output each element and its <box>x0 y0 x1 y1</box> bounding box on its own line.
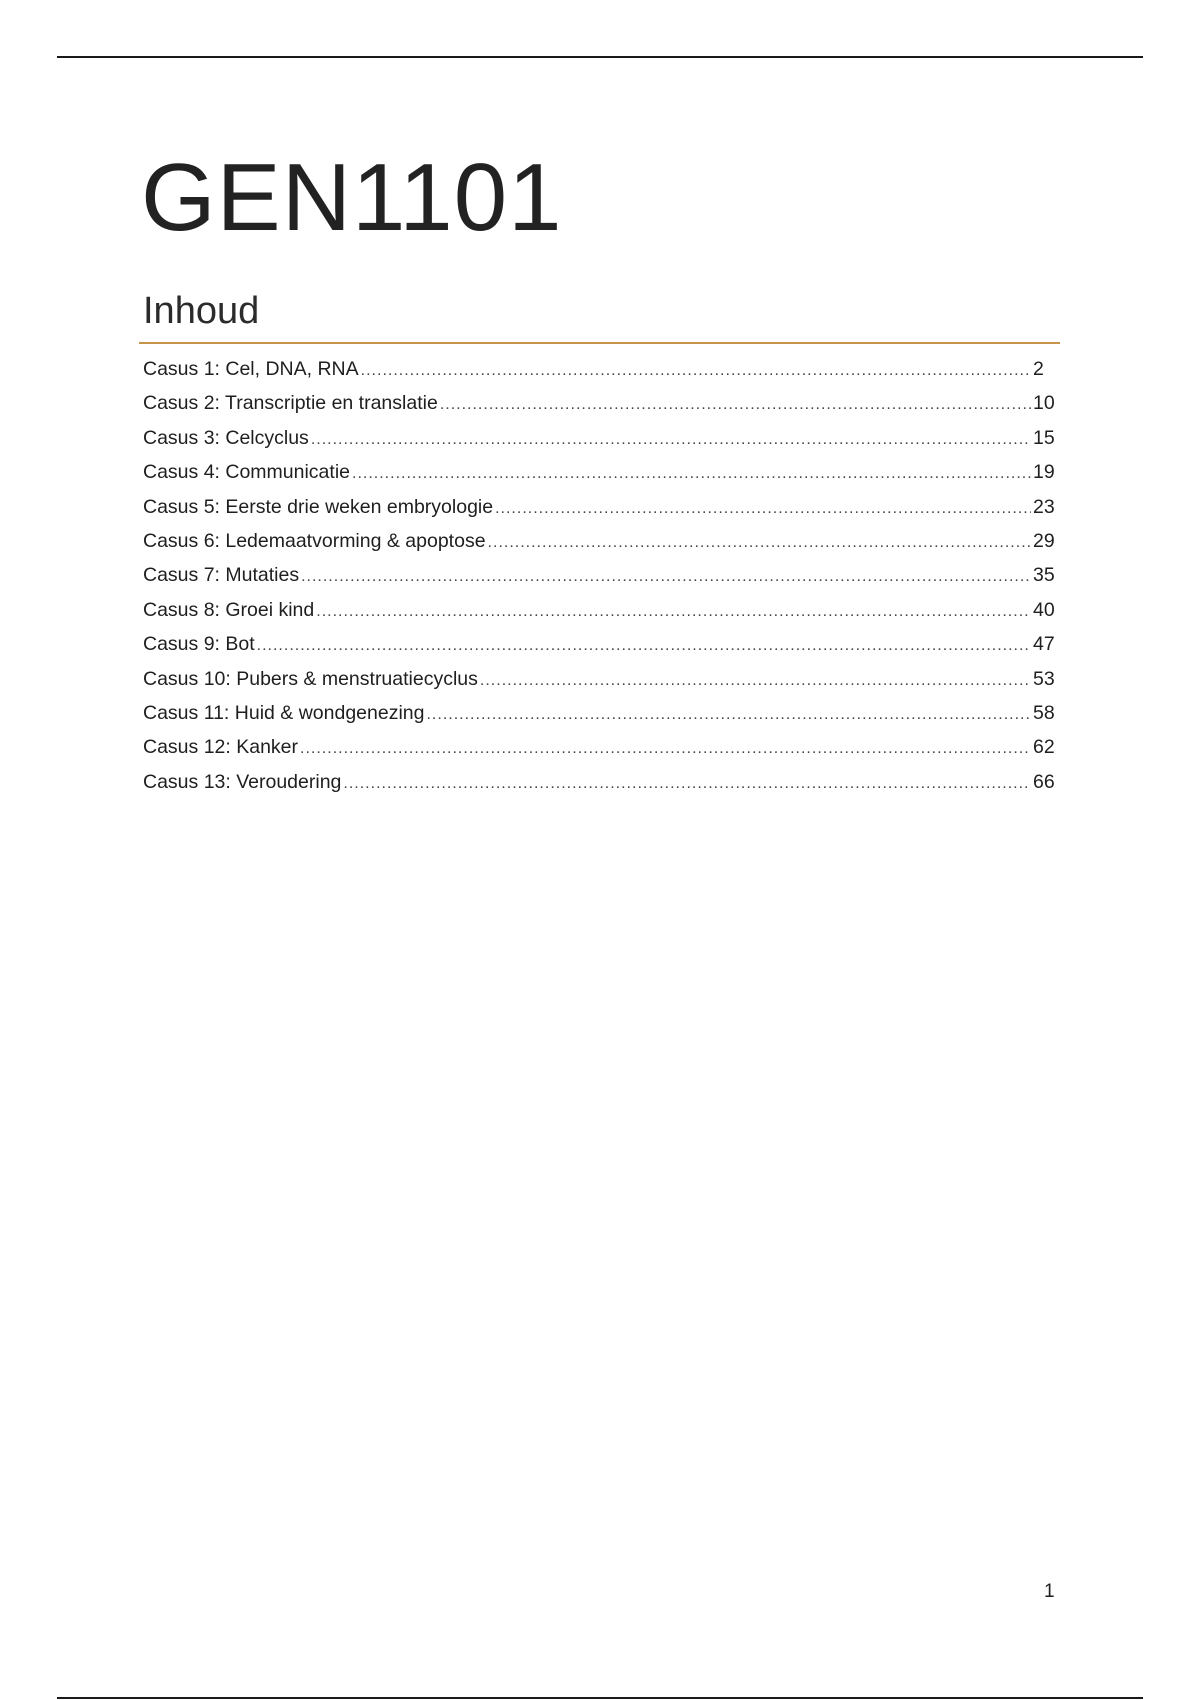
toc-entry-page: 15 <box>1033 426 1055 449</box>
toc-dot-leader <box>440 388 1031 422</box>
table-of-contents <box>143 352 1057 799</box>
toc-entry-title: Casus 8: Groei kind <box>143 598 315 621</box>
toc-entry-title: Casus 2: Transcriptie en translatie <box>143 392 438 415</box>
toc-dot-leader <box>343 767 1031 801</box>
toc-heading: Inhoud <box>143 290 260 332</box>
toc-entry-page: 66 <box>1033 770 1055 793</box>
toc-entry-page: 40 <box>1033 598 1055 621</box>
toc-dot-leader <box>361 354 1031 388</box>
toc-entry-title: Casus 13: Veroudering <box>143 770 342 793</box>
document-title: GEN1101 <box>141 144 563 251</box>
toc-dot-leader <box>301 560 1031 594</box>
toc-entry-page: 53 <box>1033 667 1055 690</box>
bottom-page-rule <box>57 1697 1143 1699</box>
toc-dot-leader <box>495 492 1031 526</box>
toc-entry-title: Casus 7: Mutaties <box>143 564 300 587</box>
toc-entry[interactable] <box>143 524 1057 558</box>
toc-entry[interactable] <box>143 730 1057 764</box>
toc-dot-leader <box>311 423 1031 457</box>
toc-entry-title: Casus 12: Kanker <box>143 736 299 759</box>
top-page-rule <box>57 56 1143 58</box>
toc-entry[interactable] <box>143 558 1057 592</box>
toc-entry-title: Casus 3: Celcyclus <box>143 426 309 449</box>
toc-entry[interactable] <box>143 455 1057 489</box>
toc-entry-title: Casus 5: Eerste drie weken embryologie <box>143 495 494 518</box>
toc-entry-title: Casus 1: Cel, DNA, RNA <box>143 358 359 380</box>
toc-entry-title: Casus 6: Ledemaatvorming & apoptose <box>143 529 486 552</box>
toc-dot-leader <box>480 664 1031 698</box>
toc-entry-title: Casus 9: Bot <box>143 633 255 656</box>
toc-entry-title: Casus 4: Communicatie <box>143 461 350 484</box>
toc-entry-page: 2 <box>1033 358 1044 380</box>
toc-entry[interactable] <box>143 662 1057 696</box>
toc-entry-page: 29 <box>1033 529 1055 552</box>
toc-entry[interactable] <box>143 765 1057 799</box>
toc-entry[interactable] <box>143 421 1057 455</box>
toc-heading-rule <box>139 342 1060 344</box>
toc-entry-page: 58 <box>1033 701 1055 724</box>
toc-entry[interactable] <box>143 593 1057 627</box>
toc-entry-page: 19 <box>1033 461 1055 484</box>
toc-entry-title: Casus 10: Pubers & menstruatiecyclus <box>143 667 478 690</box>
toc-entry-page: 23 <box>1033 495 1055 518</box>
toc-dot-leader <box>426 698 1031 732</box>
toc-entry-title: Casus 11: Huid & wondgenezing <box>143 701 425 724</box>
toc-entry-page: 10 <box>1033 392 1055 415</box>
toc-entry-page: 35 <box>1033 564 1055 587</box>
toc-dot-leader <box>257 629 1031 663</box>
toc-entry[interactable] <box>143 490 1057 524</box>
toc-entry[interactable] <box>143 696 1057 730</box>
toc-entry[interactable] <box>143 352 1057 386</box>
toc-dot-leader <box>316 595 1031 629</box>
toc-entry[interactable] <box>143 627 1057 661</box>
toc-entry-page: 62 <box>1033 736 1055 759</box>
toc-dot-leader <box>488 526 1031 560</box>
toc-entry[interactable] <box>143 386 1057 420</box>
page-number: 1 <box>1044 1581 1055 1602</box>
toc-dot-leader <box>352 457 1031 491</box>
toc-dot-leader <box>300 732 1031 766</box>
toc-entry-page: 47 <box>1033 633 1055 656</box>
